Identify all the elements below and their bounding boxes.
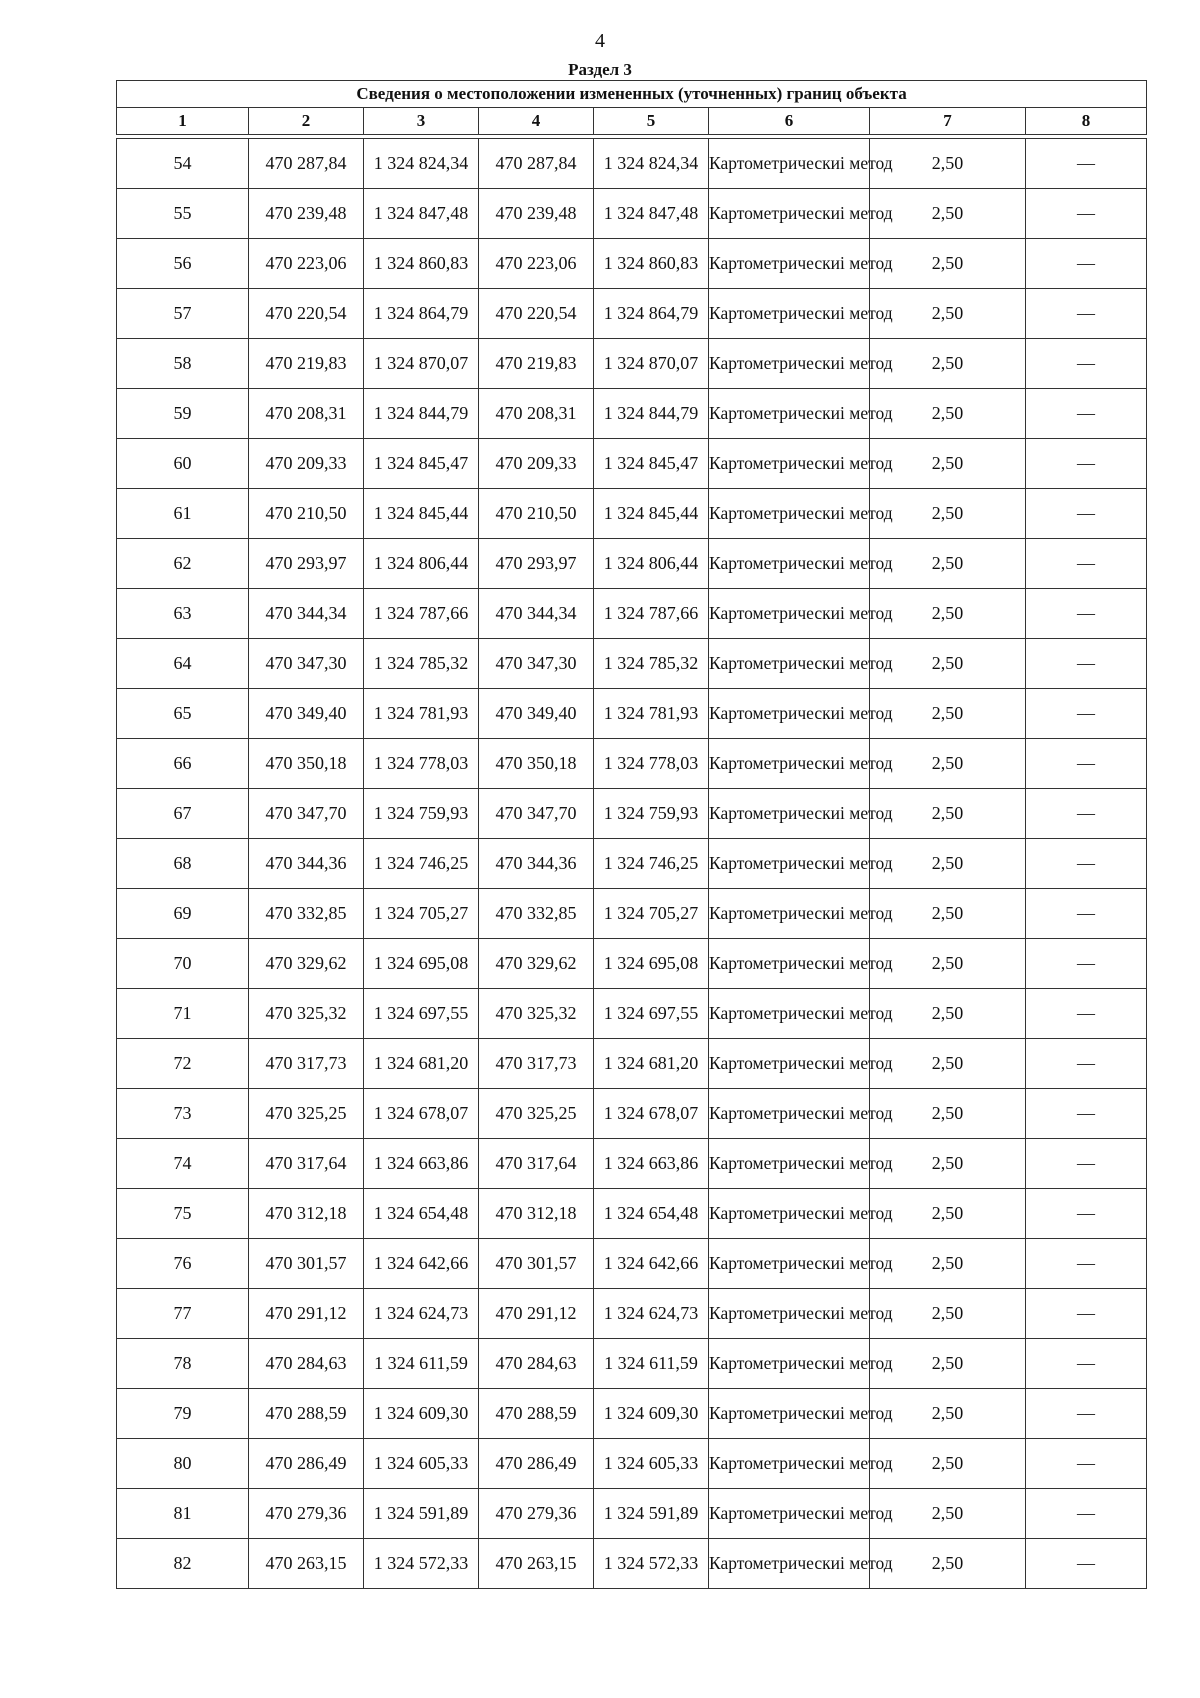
accuracy-cell: 2,50 [870,689,1026,739]
point-number-cell: 80 [117,1439,249,1489]
existing-x-cell: 470 329,62 [249,939,364,989]
point-number-cell: 72 [117,1039,249,1089]
accuracy-cell: 2,50 [870,139,1026,189]
existing-y-cell: 1 324 787,66 [364,589,479,639]
note-cell: — [1026,1439,1147,1489]
accuracy-cell: 2,50 [870,1539,1026,1589]
note-cell: — [1026,539,1147,589]
point-number-cell: 73 [117,1089,249,1139]
method-cell: Картометрическиі метод [709,639,870,689]
refined-x-cell: 470 220,54 [479,289,594,339]
existing-y-cell: 1 324 654,48 [364,1189,479,1239]
point-number-cell: 79 [117,1389,249,1439]
method-cell: Картометрическиі метод [709,239,870,289]
existing-x-cell: 470 263,15 [249,1539,364,1589]
existing-y-cell: 1 324 824,34 [364,139,479,189]
table-row [117,989,1147,1039]
table-row [117,139,1147,189]
existing-y-cell: 1 324 663,86 [364,1139,479,1189]
existing-x-cell: 470 210,50 [249,489,364,539]
method-cell: Картометрическиі метод [709,1439,870,1489]
table-row [117,439,1147,489]
method-cell: Картометрическиі метод [709,689,870,739]
existing-x-cell: 470 287,84 [249,139,364,189]
note-cell: — [1026,989,1147,1039]
note-cell: — [1026,889,1147,939]
refined-x-cell: 470 301,57 [479,1239,594,1289]
existing-x-cell: 470 344,36 [249,839,364,889]
refined-x-cell: 470 287,84 [479,139,594,189]
existing-y-cell: 1 324 572,33 [364,1539,479,1589]
accuracy-cell: 2,50 [870,489,1026,539]
refined-y-cell: 1 324 778,03 [594,739,709,789]
point-number-cell: 63 [117,589,249,639]
table-row [117,189,1147,239]
accuracy-cell: 2,50 [870,989,1026,1039]
refined-x-cell: 470 332,85 [479,889,594,939]
existing-y-cell: 1 324 624,73 [364,1289,479,1339]
point-number-cell: 57 [117,289,249,339]
refined-x-cell: 470 329,62 [479,939,594,989]
existing-x-cell: 470 279,36 [249,1489,364,1539]
method-cell: Картометрическиі метод [709,1289,870,1339]
existing-x-cell: 470 208,31 [249,389,364,439]
method-cell: Картометрическиі метод [709,439,870,489]
existing-x-cell: 470 301,57 [249,1239,364,1289]
note-cell: — [1026,289,1147,339]
existing-y-cell: 1 324 847,48 [364,189,479,239]
accuracy-cell: 2,50 [870,1089,1026,1139]
table-row [117,1489,1147,1539]
table-row [117,1539,1147,1589]
method-cell: Картометрическиі метод [709,1539,870,1589]
refined-y-cell: 1 324 681,20 [594,1039,709,1089]
refined-x-cell: 470 293,97 [479,539,594,589]
refined-y-cell: 1 324 746,25 [594,839,709,889]
refined-y-cell: 1 324 785,32 [594,639,709,689]
existing-y-cell: 1 324 678,07 [364,1089,479,1139]
point-number-cell: 78 [117,1339,249,1389]
accuracy-cell: 2,50 [870,1189,1026,1239]
note-cell: — [1026,739,1147,789]
accuracy-cell: 2,50 [870,1139,1026,1189]
refined-x-cell: 470 325,32 [479,989,594,1039]
method-cell: Картометрическиі метод [709,489,870,539]
accuracy-cell: 2,50 [870,239,1026,289]
existing-y-cell: 1 324 611,59 [364,1339,479,1389]
method-cell: Картометрическиі метод [709,139,870,189]
refined-x-cell: 470 291,12 [479,1289,594,1339]
existing-x-cell: 470 317,73 [249,1039,364,1089]
existing-y-cell: 1 324 642,66 [364,1239,479,1289]
method-cell: Картометрическиі метод [709,1139,870,1189]
accuracy-cell: 2,50 [870,1489,1026,1539]
refined-y-cell: 1 324 642,66 [594,1239,709,1289]
existing-x-cell: 470 291,12 [249,1289,364,1339]
note-cell: — [1026,839,1147,889]
note-cell: — [1026,139,1147,189]
refined-y-cell: 1 324 806,44 [594,539,709,589]
note-cell: — [1026,189,1147,239]
note-cell: — [1026,439,1147,489]
table-row [117,289,1147,339]
table-caption: Сведения о местоположении измененных (уточненных) границ объекта [117,81,1147,108]
existing-x-cell: 470 286,49 [249,1439,364,1489]
note-cell: — [1026,1039,1147,1089]
note-cell: — [1026,1189,1147,1239]
table-row [117,889,1147,939]
section-title: Раздел 3 [568,60,632,79]
refined-y-cell: 1 324 678,07 [594,1089,709,1139]
point-number-cell: 70 [117,939,249,989]
column-header: 7 [870,108,1026,135]
table-row [117,639,1147,689]
note-cell: — [1026,1389,1147,1439]
refined-y-cell: 1 324 844,79 [594,389,709,439]
existing-x-cell: 470 332,85 [249,889,364,939]
existing-y-cell: 1 324 778,03 [364,739,479,789]
page-number: 4 [595,30,605,52]
accuracy-cell: 2,50 [870,789,1026,839]
accuracy-cell: 2,50 [870,539,1026,589]
accuracy-cell: 2,50 [870,1289,1026,1339]
existing-x-cell: 470 209,33 [249,439,364,489]
refined-x-cell: 470 286,49 [479,1439,594,1489]
column-header: 5 [594,108,709,135]
method-cell: Картометрическиі метод [709,339,870,389]
method-cell: Картометрическиі метод [709,1339,870,1389]
table-row [117,839,1147,889]
note-cell: — [1026,1489,1147,1539]
note-cell: — [1026,239,1147,289]
note-cell: — [1026,589,1147,639]
refined-x-cell: 470 317,73 [479,1039,594,1089]
existing-x-cell: 470 293,97 [249,539,364,589]
refined-x-cell: 470 344,34 [479,589,594,639]
point-number-cell: 76 [117,1239,249,1289]
point-number-cell: 56 [117,239,249,289]
point-number-cell: 66 [117,739,249,789]
column-header: 4 [479,108,594,135]
refined-x-cell: 470 219,83 [479,339,594,389]
existing-y-cell: 1 324 605,33 [364,1439,479,1489]
note-cell: — [1026,1539,1147,1589]
refined-y-cell: 1 324 609,30 [594,1389,709,1439]
point-number-cell: 55 [117,189,249,239]
point-number-cell: 77 [117,1289,249,1339]
point-number-cell: 82 [117,1539,249,1589]
existing-x-cell: 470 220,54 [249,289,364,339]
refined-y-cell: 1 324 870,07 [594,339,709,389]
point-number-cell: 64 [117,639,249,689]
table-row [117,489,1147,539]
existing-y-cell: 1 324 785,32 [364,639,479,689]
point-number-cell: 58 [117,339,249,389]
table-row [117,1189,1147,1239]
table-row [117,1439,1147,1489]
point-number-cell: 54 [117,139,249,189]
accuracy-cell: 2,50 [870,589,1026,639]
existing-y-cell: 1 324 705,27 [364,889,479,939]
accuracy-cell: 2,50 [870,439,1026,489]
existing-y-cell: 1 324 781,93 [364,689,479,739]
refined-y-cell: 1 324 824,34 [594,139,709,189]
point-number-cell: 68 [117,839,249,889]
existing-y-cell: 1 324 845,44 [364,489,479,539]
refined-x-cell: 470 288,59 [479,1389,594,1439]
refined-x-cell: 470 350,18 [479,739,594,789]
note-cell: — [1026,339,1147,389]
refined-y-cell: 1 324 864,79 [594,289,709,339]
refined-y-cell: 1 324 624,73 [594,1289,709,1339]
note-cell: — [1026,1339,1147,1389]
existing-x-cell: 470 284,63 [249,1339,364,1389]
refined-y-cell: 1 324 572,33 [594,1539,709,1589]
existing-y-cell: 1 324 609,30 [364,1389,479,1439]
accuracy-cell: 2,50 [870,889,1026,939]
column-header: 6 [709,108,870,135]
accuracy-cell: 2,50 [870,1389,1026,1439]
method-cell: Картометрическиі метод [709,939,870,989]
note-cell: — [1026,1289,1147,1339]
refined-y-cell: 1 324 847,48 [594,189,709,239]
refined-y-cell: 1 324 787,66 [594,589,709,639]
method-cell: Картометрическиі метод [709,1189,870,1239]
table-row [117,1039,1147,1089]
note-cell: — [1026,1139,1147,1189]
accuracy-cell: 2,50 [870,339,1026,389]
method-cell: Картометрическиі метод [709,189,870,239]
method-cell: Картометрическиі метод [709,789,870,839]
existing-x-cell: 470 288,59 [249,1389,364,1439]
method-cell: Картометрическиі метод [709,839,870,889]
refined-y-cell: 1 324 663,86 [594,1139,709,1189]
existing-y-cell: 1 324 864,79 [364,289,479,339]
accuracy-cell: 2,50 [870,1439,1026,1489]
accuracy-cell: 2,50 [870,1339,1026,1389]
refined-y-cell: 1 324 591,89 [594,1489,709,1539]
table-row [117,1339,1147,1389]
table-row [117,1389,1147,1439]
method-cell: Картометрическиі метод [709,589,870,639]
accuracy-cell: 2,50 [870,639,1026,689]
column-header-row [117,108,1147,135]
table-row [117,1289,1147,1339]
point-number-cell: 75 [117,1189,249,1239]
existing-y-cell: 1 324 759,93 [364,789,479,839]
note-cell: — [1026,389,1147,439]
table-row [117,939,1147,989]
point-number-cell: 59 [117,389,249,439]
existing-y-cell: 1 324 870,07 [364,339,479,389]
accuracy-cell: 2,50 [870,739,1026,789]
note-cell: — [1026,939,1147,989]
refined-x-cell: 470 325,25 [479,1089,594,1139]
accuracy-cell: 2,50 [870,189,1026,239]
table-row [117,1139,1147,1189]
accuracy-cell: 2,50 [870,1039,1026,1089]
accuracy-cell: 2,50 [870,289,1026,339]
method-cell: Картометрическиі метод [709,739,870,789]
existing-y-cell: 1 324 845,47 [364,439,479,489]
existing-y-cell: 1 324 844,79 [364,389,479,439]
column-header: 8 [1026,108,1147,135]
table-row [117,739,1147,789]
refined-x-cell: 470 317,64 [479,1139,594,1189]
point-number-cell: 74 [117,1139,249,1189]
table-row [117,539,1147,589]
method-cell: Картометрическиі метод [709,1489,870,1539]
table-row [117,689,1147,739]
method-cell: Картометрическиі метод [709,1239,870,1289]
refined-y-cell: 1 324 654,48 [594,1189,709,1239]
refined-y-cell: 1 324 705,27 [594,889,709,939]
method-cell: Картометрическиі метод [709,1039,870,1089]
method-cell: Картометрическиі метод [709,539,870,589]
point-number-cell: 60 [117,439,249,489]
existing-x-cell: 470 349,40 [249,689,364,739]
refined-x-cell: 470 347,30 [479,639,594,689]
method-cell: Картометрическиі метод [709,989,870,1039]
existing-x-cell: 470 317,64 [249,1139,364,1189]
accuracy-cell: 2,50 [870,839,1026,889]
existing-x-cell: 470 239,48 [249,189,364,239]
refined-x-cell: 470 284,63 [479,1339,594,1389]
existing-x-cell: 470 219,83 [249,339,364,389]
point-number-cell: 65 [117,689,249,739]
refined-y-cell: 1 324 695,08 [594,939,709,989]
existing-x-cell: 470 347,70 [249,789,364,839]
refined-x-cell: 470 209,33 [479,439,594,489]
refined-x-cell: 470 312,18 [479,1189,594,1239]
accuracy-cell: 2,50 [870,1239,1026,1289]
note-cell: — [1026,789,1147,839]
accuracy-cell: 2,50 [870,939,1026,989]
existing-x-cell: 470 223,06 [249,239,364,289]
refined-x-cell: 470 223,06 [479,239,594,289]
point-number-cell: 62 [117,539,249,589]
refined-x-cell: 470 349,40 [479,689,594,739]
refined-y-cell: 1 324 605,33 [594,1439,709,1489]
refined-x-cell: 470 263,15 [479,1539,594,1589]
existing-x-cell: 470 312,18 [249,1189,364,1239]
existing-y-cell: 1 324 860,83 [364,239,479,289]
refined-y-cell: 1 324 860,83 [594,239,709,289]
note-cell: — [1026,639,1147,689]
existing-y-cell: 1 324 746,25 [364,839,479,889]
existing-x-cell: 470 325,32 [249,989,364,1039]
existing-y-cell: 1 324 591,89 [364,1489,479,1539]
method-cell: Картометрическиі метод [709,889,870,939]
point-number-cell: 67 [117,789,249,839]
accuracy-cell: 2,50 [870,389,1026,439]
refined-x-cell: 470 279,36 [479,1489,594,1539]
table-row [117,589,1147,639]
point-number-cell: 71 [117,989,249,1039]
table-row [117,1239,1147,1289]
refined-x-cell: 470 347,70 [479,789,594,839]
note-cell: — [1026,1089,1147,1139]
refined-y-cell: 1 324 611,59 [594,1339,709,1389]
table-row [117,239,1147,289]
method-cell: Картометрическиі метод [709,289,870,339]
boundary-coordinates-table [116,80,1147,1589]
existing-y-cell: 1 324 695,08 [364,939,479,989]
column-header: 1 [117,108,249,135]
refined-y-cell: 1 324 697,55 [594,989,709,1039]
method-cell: Картометрическиі метод [709,1089,870,1139]
refined-x-cell: 470 210,50 [479,489,594,539]
existing-x-cell: 470 347,30 [249,639,364,689]
refined-y-cell: 1 324 781,93 [594,689,709,739]
column-header: 2 [249,108,364,135]
table-row [117,389,1147,439]
method-cell: Картометрическиі метод [709,1389,870,1439]
existing-x-cell: 470 325,25 [249,1089,364,1139]
table-row [117,789,1147,839]
refined-y-cell: 1 324 845,44 [594,489,709,539]
note-cell: — [1026,689,1147,739]
note-cell: — [1026,1239,1147,1289]
point-number-cell: 81 [117,1489,249,1539]
refined-y-cell: 1 324 759,93 [594,789,709,839]
method-cell: Картометрическиі метод [709,389,870,439]
refined-y-cell: 1 324 845,47 [594,439,709,489]
existing-y-cell: 1 324 697,55 [364,989,479,1039]
note-cell: — [1026,489,1147,539]
table-row [117,339,1147,389]
existing-y-cell: 1 324 681,20 [364,1039,479,1089]
refined-x-cell: 470 208,31 [479,389,594,439]
point-number-cell: 69 [117,889,249,939]
existing-x-cell: 470 344,34 [249,589,364,639]
point-number-cell: 61 [117,489,249,539]
existing-y-cell: 1 324 806,44 [364,539,479,589]
table-body [117,139,1147,1589]
column-header: 3 [364,108,479,135]
refined-x-cell: 470 344,36 [479,839,594,889]
refined-x-cell: 470 239,48 [479,189,594,239]
table-row [117,1089,1147,1139]
existing-x-cell: 470 350,18 [249,739,364,789]
